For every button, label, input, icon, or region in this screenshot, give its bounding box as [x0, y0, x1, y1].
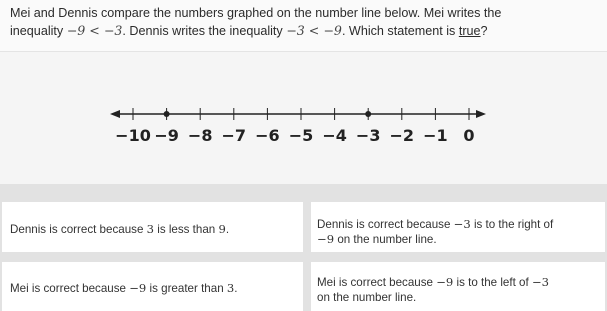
choice-3-math-2: 3 [226, 281, 235, 295]
choice-2-line-1 [317, 217, 605, 232]
answer-choices [0, 184, 607, 311]
question-text-4: . Which statement is [341, 24, 459, 38]
number-line [0, 52, 607, 184]
question-text-2: inequality [10, 24, 67, 38]
choice-4-math-1: −9 [436, 275, 454, 289]
question-line-1 [10, 4, 597, 22]
choice-4-text-a: Mei is correct because [317, 276, 437, 289]
question-text-1: Mei and Dennis compare the numbers graphed on the number line below. Mei writes the [10, 6, 502, 20]
choice-3-text-a: Mei is correct because [10, 282, 130, 295]
tick-label: −7 [221, 126, 247, 145]
tick-label: −4 [322, 126, 347, 145]
question-text-5: ? [480, 24, 488, 38]
answer-choice-3[interactable] [2, 262, 303, 311]
tick-label: −3 [355, 126, 381, 145]
question-text-3: . Dennis writes the inequality [122, 24, 287, 38]
choice-3-text-c: . [234, 282, 238, 295]
choice-4-line-1 [317, 275, 605, 290]
number-line-figure [0, 52, 607, 184]
choice-1-text-b: is less than [154, 223, 219, 236]
choice-3-math-1: −9 [129, 281, 147, 295]
choice-2-line-2 [317, 232, 605, 247]
tick-label: −1 [423, 126, 448, 145]
dennis-inequality: −3 < −9 [286, 23, 342, 38]
choice-1-math-2: 9 [218, 222, 226, 236]
mei-inequality: −9 < −3 [66, 23, 123, 38]
tick-label: −6 [255, 126, 280, 145]
choice-4-text-b: is to the left of [453, 276, 532, 289]
tick-label: −2 [389, 126, 415, 145]
answer-choice-2[interactable] [311, 202, 605, 252]
answer-choice-1[interactable] [2, 202, 303, 252]
choice-3-text-b: is greater than [146, 282, 227, 295]
plotted-point [365, 111, 371, 117]
tick-label: 0 [463, 126, 475, 145]
choice-2-text-b: is to the right of [470, 218, 554, 231]
choice-2-math-2: −9 [317, 232, 335, 246]
true-word: true [458, 24, 481, 38]
choice-4-line-2 [317, 290, 605, 305]
choice-4-text-c: on the number line. [317, 291, 417, 304]
tick-label: −8 [187, 126, 213, 145]
choice-1-math-1: 3 [146, 222, 155, 236]
question-prompt [0, 0, 607, 52]
choice-1-text-a: Dennis is correct because [10, 223, 147, 236]
tick-label: −10 [115, 126, 151, 145]
answer-choice-4[interactable] [311, 262, 605, 311]
tick-label: −9 [154, 126, 179, 145]
plotted-point [164, 111, 170, 117]
choice-2-math-1: −3 [453, 217, 471, 231]
right-arrow-icon [476, 110, 486, 118]
choice-1-text-c: . [225, 223, 230, 236]
tick-label: −5 [288, 126, 314, 145]
choice-4-math-2: −3 [531, 275, 550, 289]
choice-2-text-c: on the number line. [334, 233, 437, 246]
left-arrow-icon [110, 110, 120, 118]
choice-2-text-a: Dennis is correct because [317, 218, 454, 231]
question-line-2 [10, 22, 597, 40]
